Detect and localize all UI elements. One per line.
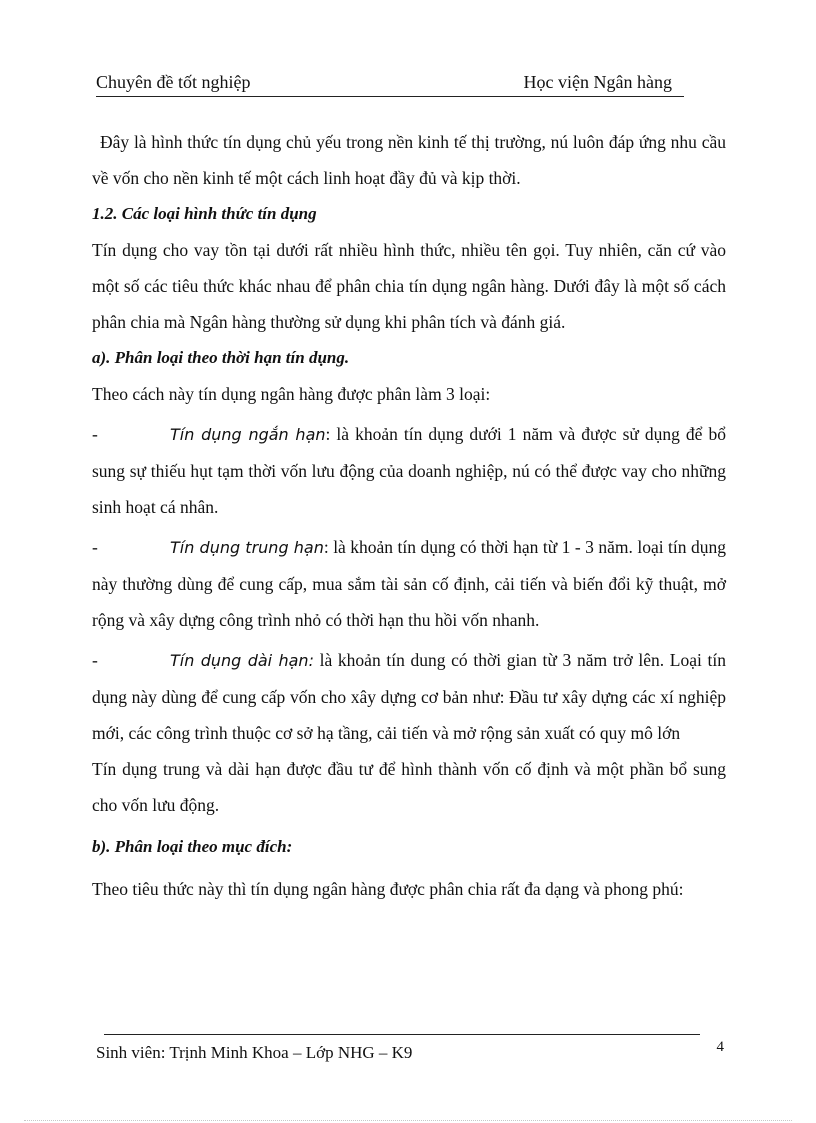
bullet-term: Tín dụng trung hạn — [170, 538, 324, 557]
document-body — [92, 124, 726, 907]
bullet-item-long-term — [92, 642, 726, 751]
header-title-left: Chuyên đề tốt nghiệp — [96, 72, 251, 92]
bullet-text: là khoản tín dung có thời gian từ 3 năm trở lên. Loại tín dụng này dùng để cung cấp vốn cho xây dựng cơ bản như: Đầu tư xây dựng các xí nghiệp mới, các công trình thuộc cơ sở hạ tầng, cải tiến và mở rộng sản xuất có quy mô lớn — [92, 650, 726, 743]
subsection-b-heading: b). Phân loại theo mục đích: — [92, 837, 293, 856]
subsection-a-intro: Theo cách này tín dụng ngân hàng được phân làm 3 loại: — [92, 384, 491, 404]
section-paragraph: Tín dụng cho vay tồn tại dưới rất nhiều hình thức, nhiều tên gọi. Tuy nhiên, căn cứ vào một số các tiêu thức khác nhau để phân chia tín dụng ngân hàng. Dưới đây là một số cách phân chia mà Ngân hàng thường sử dụng khi phân tích và đánh giá. — [92, 240, 726, 332]
bullet-text: : là khoản tín dụng dưới 1 năm và được sử dụng để bổ sung sự thiếu hụt tạm thời vốn lưu động của doanh nghiệp, nú có thể được vay cho những sinh hoạt cá nhân. — [92, 424, 726, 517]
page-number: 4 — [716, 1039, 724, 1055]
page-bottom-divider — [24, 1120, 792, 1121]
intro-paragraph: Đây là hình thức tín dụng chủ yếu trong nền kinh tế thị trường, nú luôn đáp ứng nhu cầu về vốn cho nền kinh tế một cách linh hoạt đầy đủ và kịp thời. — [92, 132, 726, 188]
bullet-text: : là khoản tín dụng có thời hạn từ 1 - 3 năm. loại tín dụng này thường dùng để cung cấp, mua sắm tài sản cố định, cải tiến và biến đổi kỹ thuật, mở rộng và xây dựng công trình nhỏ có thời hạn thu hồi vốn nhanh. — [92, 537, 726, 630]
subsection-a-heading: a). Phân loại theo thời hạn tín dụng. — [92, 348, 350, 367]
bullet-dash: - — [92, 650, 98, 670]
bullet-term: Tín dụng dài hạn: — [170, 651, 314, 670]
page-header — [96, 72, 684, 97]
section-heading: 1.2. Các loại hình thức tín dụng — [92, 204, 317, 223]
bullet-item-medium-term — [92, 529, 726, 638]
page-footer — [96, 1034, 724, 1062]
header-title-right: Học viện Ngân hàng — [523, 72, 672, 92]
footer-student-info: Sinh viên: Trịnh Minh Khoa – Lớp NHG – K9 — [96, 1043, 413, 1062]
bullet-term: Tín dụng ngắn hạn — [170, 425, 326, 444]
bullet-dash: - — [92, 537, 98, 557]
subsection-b-intro: Theo tiêu thức này thì tín dụng ngân hàng được phân chia rất đa dạng và phong phú: — [92, 879, 684, 899]
bullet-dash: - — [92, 424, 98, 444]
bullet-item-short-term — [92, 416, 726, 525]
after-bullets-paragraph: Tín dụng trung và dài hạn được đầu tư để hình thành vốn cố định và một phần bổ sung cho vốn lưu động. — [92, 759, 726, 815]
